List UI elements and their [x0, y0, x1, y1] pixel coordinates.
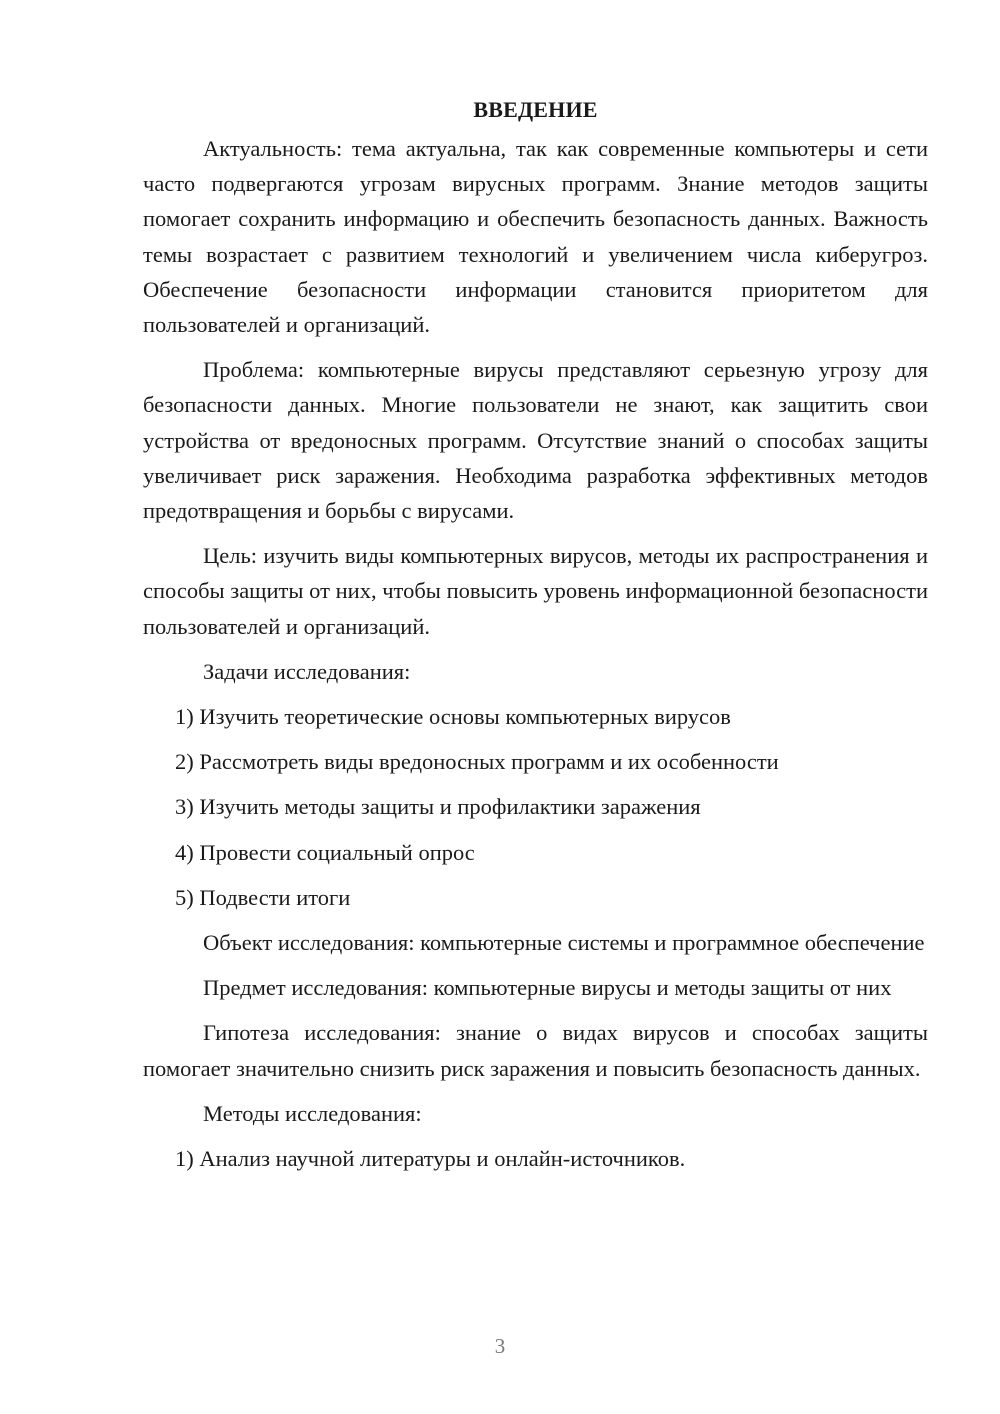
subject-paragraph: Предмет исследования: компьютерные вирусы и методы защиты от них	[203, 975, 892, 1001]
method-item: 1) Анализ научной литературы и онлайн-источников.	[175, 1146, 686, 1172]
section-heading: ВВЕДЕНИЕ	[473, 97, 598, 122]
methods-heading: Методы исследования:	[203, 1100, 422, 1126]
hypothesis-paragraph: Гипотеза исследования: знание о видах вирусов и способах защиты помогает значительно снизить риск заражения и повысить безопасность данных.	[143, 1020, 928, 1081]
object-paragraph: Объект исследования: компьютерные системы и программное обеспечение	[203, 930, 925, 956]
relevance-paragraph: Актуальность: тема актуальна, так как современные компьютеры и сети часто подвергаются угрозам вирусных программ. Знание методов защиты помогает сохранить информацию и обеспечить безопасность данных. Важность темы возрастает с развитием технологий и увеличением числа киберугроз. Обеспечение безопасности информации становится приоритетом для пользователей и организаций.	[143, 136, 928, 338]
task-item: 3) Изучить методы защиты и профилактики заражения	[175, 794, 701, 820]
tasks-heading: Задачи исследования:	[203, 658, 411, 684]
document-page	[143, 92, 928, 1186]
problem-paragraph: Проблема: компьютерные вирусы представляют серьезную угрозу для безопасности данных. Многие пользователи не знают, как защитить свои устройства от вредоносных программ. Отсутствие знаний о способах защиты увеличивает риск заражения. Необходима разработка эффективных методов предотвращения и борьбы с вирусами.	[143, 357, 928, 524]
page-number: 3	[494, 1334, 506, 1358]
task-item: 1) Изучить теоретические основы компьютерных вирусов	[175, 704, 731, 730]
task-item: 5) Подвести итоги	[175, 884, 351, 910]
task-item: 2) Рассмотреть виды вредоносных программ и их особенности	[175, 749, 779, 775]
task-item: 4) Провести социальный опрос	[175, 839, 475, 865]
goal-paragraph: Цель: изучить виды компьютерных вирусов, методы их распространения и способы защиты от них, чтобы повысить уровень информационной безопасности пользователей и организаций.	[143, 543, 928, 639]
